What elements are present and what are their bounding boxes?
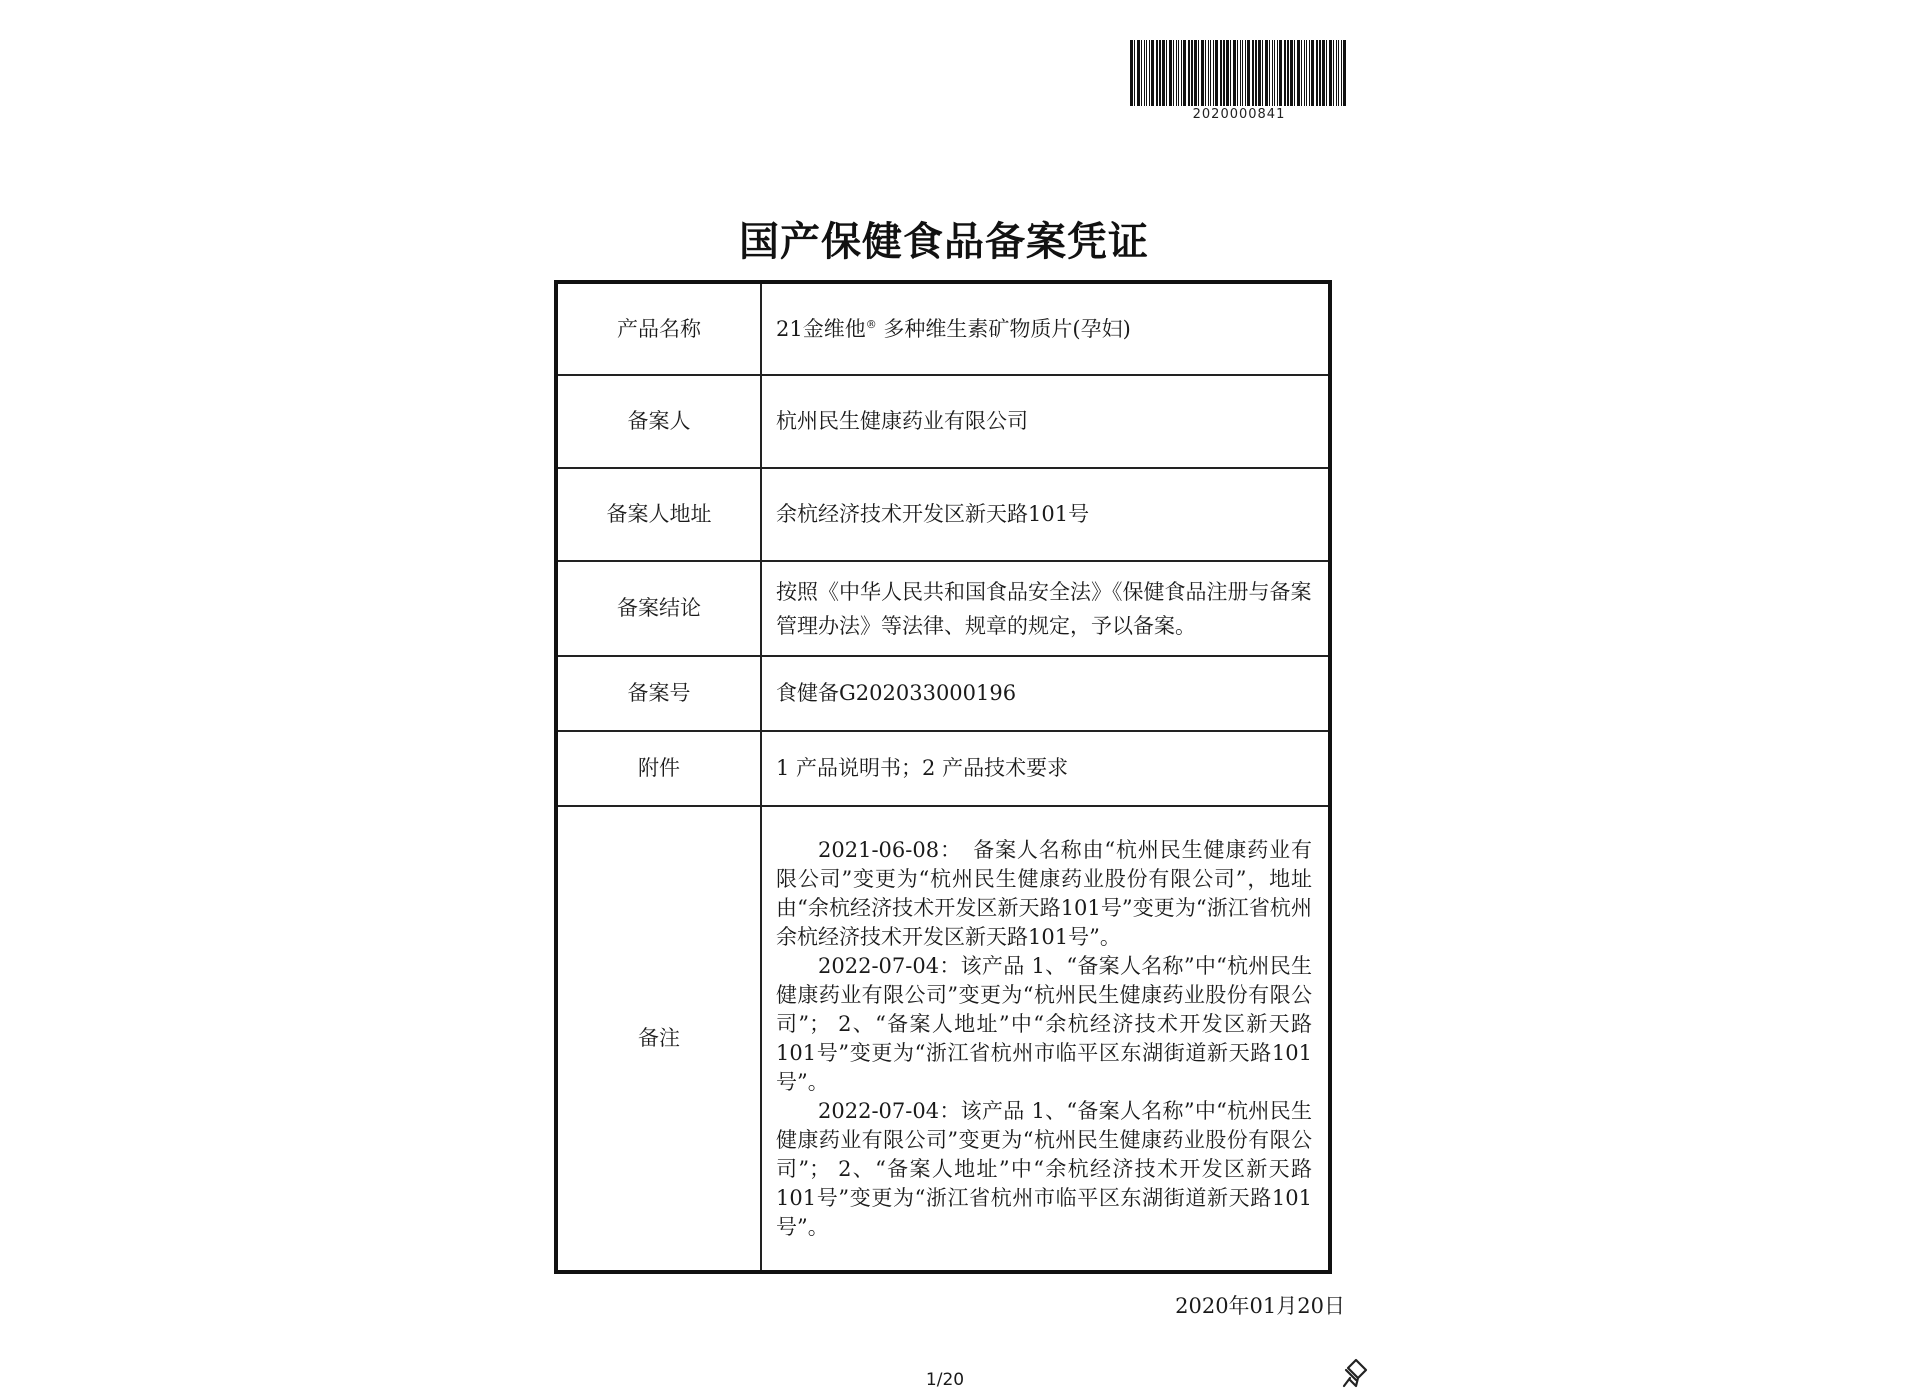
remarks-block (776, 830, 1312, 1248)
row-label-filer: 备案人 (556, 375, 761, 468)
page-indicator: 1/20 (925, 1370, 965, 1390)
table-row (556, 375, 1330, 468)
barcode-graphic (1128, 40, 1350, 106)
row-label-filer-address: 备案人地址 (556, 468, 761, 561)
row-label-remarks: 备注 (556, 806, 761, 1272)
row-value-attachments: 1 产品说明书；2 产品技术要求 (761, 731, 1330, 806)
row-value-filer-address: 余杭经济技术开发区新天路101号 (761, 468, 1330, 561)
row-value-record-number: 食健备G202033000196 (761, 656, 1330, 731)
remark-paragraph: 2021-06-08： 备案人名称由“杭州民生健康药业有限公司”变更为“杭州民生健康药业股份有限公司”，地址由“余杭经济技术开发区新天路101号”变更为“浙江省杭州余杭经济技术开发区新天路101号”。 (776, 837, 1312, 949)
row-label-record-number: 备案号 (556, 656, 761, 731)
pin-icon[interactable] (1334, 1356, 1370, 1392)
row-value-conclusion: 按照《中华人民共和国食品安全法》《保健食品注册与备案管理办法》等法律、规章的规定，予以备案。 (761, 561, 1330, 656)
row-label-attachments: 附件 (556, 731, 761, 806)
table-row (556, 656, 1330, 731)
table-row (556, 806, 1330, 1272)
page-title: 国产保健食品备案凭证 (739, 219, 1149, 265)
product-name-prefix: 21金维他 (776, 316, 866, 341)
table-row (556, 731, 1330, 806)
table-row (556, 468, 1330, 561)
remark-paragraph: 2022-07-04：该产品 1、“备案人名称”中“杭州民生健康药业有限公司”变更为“杭州民生健康药业股份有限公司”； 2、“备案人地址”中“余杭经济技术开发区新天路101号”变更为“浙江省杭州市临平区东湖街道新天路101号”。 (776, 1098, 1312, 1239)
row-value-filer: 杭州民生健康药业有限公司 (761, 375, 1330, 468)
record-table (554, 280, 1332, 1274)
issue-date: 2020年01月20日 (1175, 1294, 1345, 1318)
row-value-remarks (761, 806, 1330, 1272)
barcode-number: 2020000841 (1192, 107, 1286, 122)
remark-paragraph: 2022-07-04：该产品 1、“备案人名称”中“杭州民生健康药业有限公司”变更为“杭州民生健康药业股份有限公司”； 2、“备案人地址”中“余杭经济技术开发区新天路101号”变更为“浙江省杭州市临平区东湖街道新天路101号”。 (776, 953, 1312, 1094)
row-value-product-name (761, 282, 1330, 375)
product-name-suffix: 多种维生素矿物质片(孕妇) (876, 316, 1131, 341)
row-label-product-name: 产品名称 (556, 282, 761, 375)
barcode (1128, 40, 1350, 122)
row-label-conclusion: 备案结论 (556, 561, 761, 656)
table-row (556, 561, 1330, 656)
table-row (556, 282, 1330, 375)
registered-mark: ® (865, 317, 877, 331)
